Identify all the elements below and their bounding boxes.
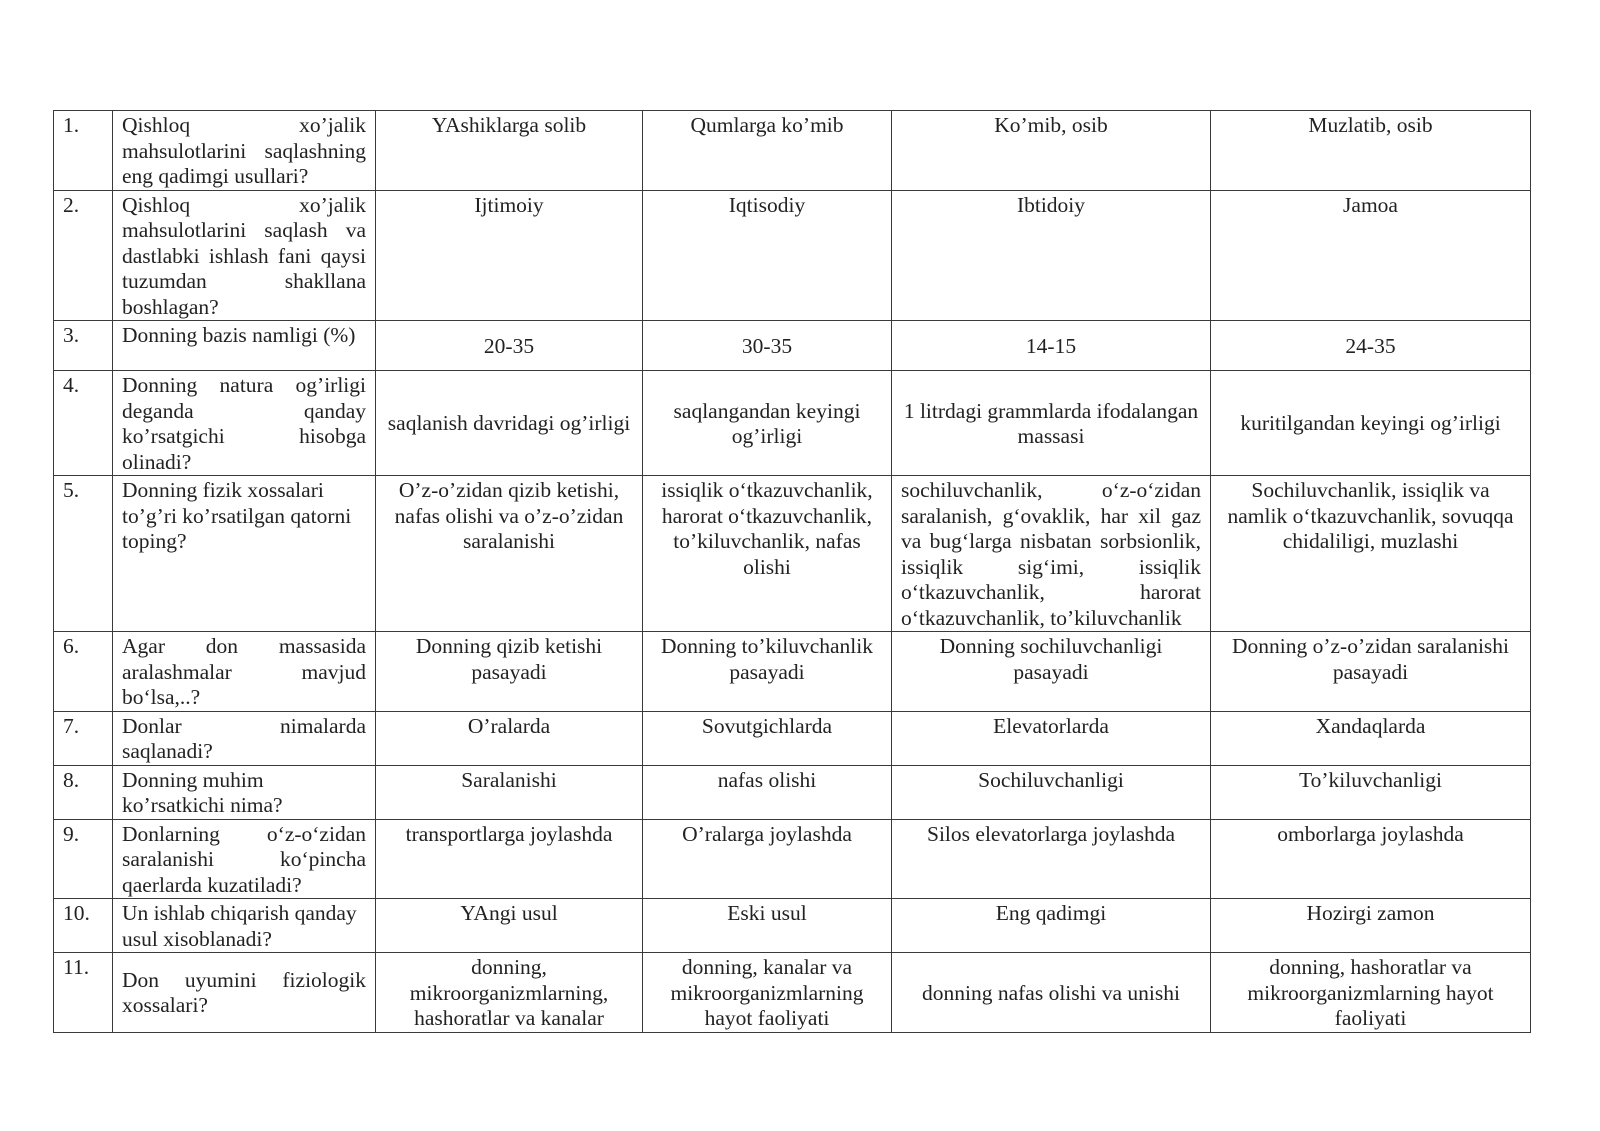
answer-c-cell: Elevatorlarda	[892, 711, 1211, 765]
quiz-table	[53, 110, 1531, 1033]
answer-d-cell: To’kiluvchanligi	[1211, 765, 1531, 819]
table-row	[54, 899, 1531, 953]
row-number: 6.	[54, 632, 113, 712]
answer-c-cell: donning nafas olishi va unishi	[892, 953, 1211, 1033]
answer-a-cell: transportlarga joylashda	[376, 819, 643, 899]
row-number: 11.	[54, 953, 113, 1033]
question-cell: Donlarning o‘z-o‘zidan saralanishi ko‘pincha qaerlarda kuzatiladi?	[113, 819, 376, 899]
row-number: 5.	[54, 476, 113, 632]
answer-c-cell: sochiluvchanlik, o‘z-o‘zidan saralanish, g‘ovaklik, har xil gaz va bug‘larga nisbatan sorbsionlik, issiqlik sig‘imi, issiqlik o‘tkazuvchanlik, harorat o‘tkazuvchanlik, to’kiluvchanlik	[892, 476, 1211, 632]
table-row	[54, 632, 1531, 712]
answer-a-cell: Saralanishi	[376, 765, 643, 819]
answer-b-cell: Eski usul	[643, 899, 892, 953]
table-row	[54, 190, 1531, 321]
question-cell: Donning natura og’irligi deganda qanday ko’rsatgichi hisobga olinadi?	[113, 371, 376, 476]
table-row	[54, 476, 1531, 632]
answer-d-cell: kuritilgandan keyingi og’irligi	[1211, 371, 1531, 476]
question-cell: Donning muhim ko’rsatkichi nima?	[113, 765, 376, 819]
answer-c-cell: 14-15	[892, 321, 1211, 371]
table-row	[54, 711, 1531, 765]
answer-b-cell: issiqlik o‘tkazuvchanlik, harorat o‘tkazuvchanlik, to’kiluvchanlik, nafas olishi	[643, 476, 892, 632]
answer-b-cell: donning, kanalar va mikroorganizmlarning hayot faoliyati	[643, 953, 892, 1033]
answer-b-cell: Qumlarga ko’mib	[643, 111, 892, 191]
answer-d-cell: donning, hashoratlar va mikroorganizmlarning hayot faoliyati	[1211, 953, 1531, 1033]
answer-d-cell: Muzlatib, osib	[1211, 111, 1531, 191]
table-row	[54, 765, 1531, 819]
answer-d-cell: Xandaqlarda	[1211, 711, 1531, 765]
answer-b-cell: Iqtisodiy	[643, 190, 892, 321]
question-cell: Agar don massasida aralashmalar mavjud bo‘lsa,..?	[113, 632, 376, 712]
answer-c-cell: Eng qadimgi	[892, 899, 1211, 953]
answer-b-cell: nafas olishi	[643, 765, 892, 819]
answer-a-cell: Donning qizib ketishi pasayadi	[376, 632, 643, 712]
answer-c-cell: 1 litrdagi grammlarda ifodalangan massasi	[892, 371, 1211, 476]
answer-b-cell: saqlangandan keyingi og’irligi	[643, 371, 892, 476]
table-row	[54, 953, 1531, 1033]
answer-b-cell: Sovutgichlarda	[643, 711, 892, 765]
answer-a-cell: Ijtimoiy	[376, 190, 643, 321]
answer-b-cell: O’ralarga joylashda	[643, 819, 892, 899]
answer-a-cell: donning, mikroorganizmlarning, hashoratlar va kanalar	[376, 953, 643, 1033]
answer-c-cell: Ibtidoiy	[892, 190, 1211, 321]
question-cell: Qishloq xo’jalik mahsulotlarini saqlash va dastlabki ishlash fani qaysi tuzumdan shakllana boshlagan?	[113, 190, 376, 321]
question-cell: Donlar nimalarda saqlanadi?	[113, 711, 376, 765]
answer-d-cell: Donning o’z-o’zidan saralanishi pasayadi	[1211, 632, 1531, 712]
answer-a-cell: O’z-o’zidan qizib ketishi, nafas olishi va o’z-o’zidan saralanishi	[376, 476, 643, 632]
table-row	[54, 819, 1531, 899]
answer-d-cell: Sochiluvchanlik, issiqlik va namlik o‘tkazuvchanlik, sovuqqa chidaliligi, muzlashi	[1211, 476, 1531, 632]
question-cell: Don uyumini fiziologik xossalari?	[113, 953, 376, 1033]
answer-b-cell: 30-35	[643, 321, 892, 371]
table-row	[54, 371, 1531, 476]
row-number: 3.	[54, 321, 113, 371]
answer-c-cell: Ko’mib, osib	[892, 111, 1211, 191]
question-cell: Donning fizik xossalari to’g’ri ko’rsatilgan qatorni toping?	[113, 476, 376, 632]
row-number: 8.	[54, 765, 113, 819]
answer-a-cell: 20-35	[376, 321, 643, 371]
answer-a-cell: YAngi usul	[376, 899, 643, 953]
row-number: 10.	[54, 899, 113, 953]
answer-a-cell: saqlanish davridagi og’irligi	[376, 371, 643, 476]
table-row	[54, 321, 1531, 371]
question-cell: Un ishlab chiqarish qanday usul xisoblanadi?	[113, 899, 376, 953]
row-number: 1.	[54, 111, 113, 191]
answer-b-cell: Donning to’kiluvchanlik pasayadi	[643, 632, 892, 712]
question-cell: Donning bazis namligi (%)	[113, 321, 376, 371]
answer-d-cell: Jamoa	[1211, 190, 1531, 321]
answer-c-cell: Silos elevatorlarga joylashda	[892, 819, 1211, 899]
row-number: 2.	[54, 190, 113, 321]
question-cell: Qishloq xo’jalik mahsulotlarini saqlashning eng qadimgi usullari?	[113, 111, 376, 191]
table-row	[54, 111, 1531, 191]
answer-d-cell: Hozirgi zamon	[1211, 899, 1531, 953]
row-number: 9.	[54, 819, 113, 899]
answer-d-cell: 24-35	[1211, 321, 1531, 371]
row-number: 7.	[54, 711, 113, 765]
answer-c-cell: Donning sochiluvchanligi pasayadi	[892, 632, 1211, 712]
answer-a-cell: O’ralarda	[376, 711, 643, 765]
row-number: 4.	[54, 371, 113, 476]
answer-a-cell: YAshiklarga solib	[376, 111, 643, 191]
answer-c-cell: Sochiluvchanligi	[892, 765, 1211, 819]
answer-d-cell: omborlarga joylashda	[1211, 819, 1531, 899]
